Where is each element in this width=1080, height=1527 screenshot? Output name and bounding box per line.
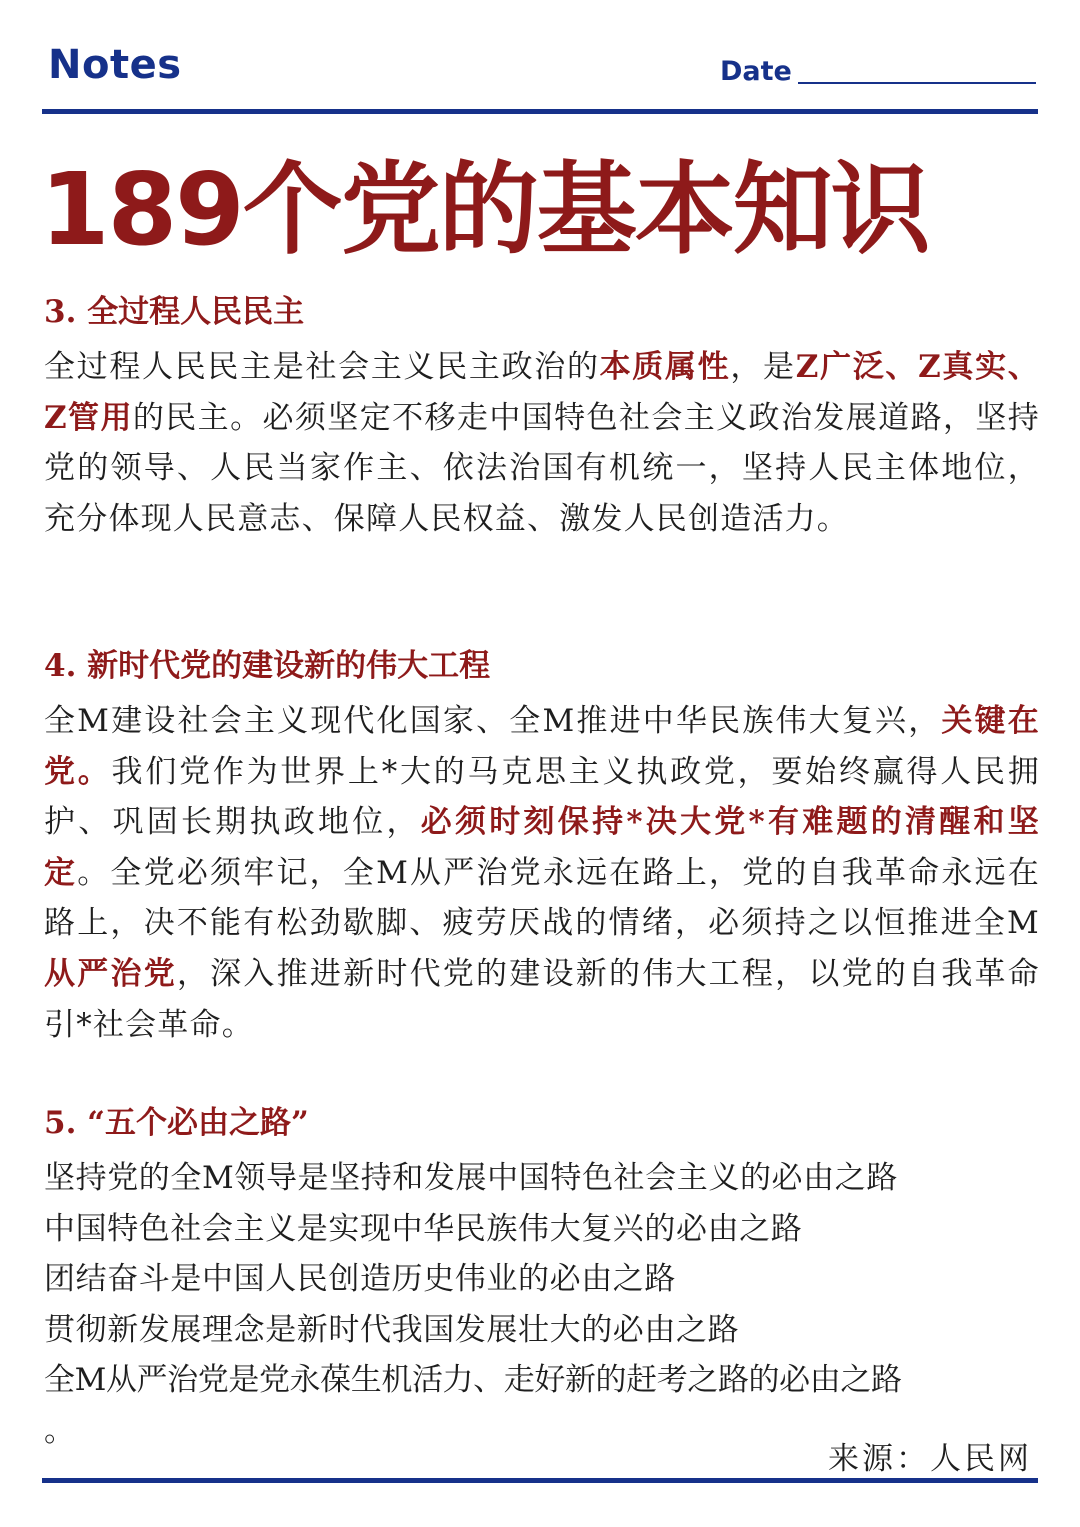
- section-title: 3. 全过程人民民主: [44, 294, 305, 330]
- body-text: 我们党作为世界上*大的马克思主义执政党，要始终赢得人民拥护、巩固长期执政地位，: [44, 753, 1040, 841]
- body-text: ，深入推进新时代党的建设新的伟大工程，以党的自我革命引*社会革命。: [44, 955, 1040, 1043]
- list-item: 全M从严治党是党永葆生机活力、走好新的赶考之路的必由之路: [44, 1362, 902, 1399]
- notes-header: [0, 0, 1080, 120]
- section-title: 5. “五个必由之路”: [44, 1105, 309, 1141]
- list-item: 坚持党的全M领导是坚持和发展中国特色社会主义的必由之路: [44, 1160, 898, 1196]
- notes-label: Notes: [48, 42, 182, 88]
- list-item: 中国特色社会主义是实现中华民族伟大复兴的必由之路: [44, 1210, 803, 1247]
- highlight-text: 从严治党: [44, 955, 177, 992]
- section-title: 4. 新时代党的建设新的伟大工程: [44, 648, 491, 684]
- date-label: Date: [720, 56, 792, 87]
- body-text: 。全党必须牢记，全M从严治党永远在路上，党的自我革命永远在路上，决不能有松劲歇脚、疲劳厌战的情绪，必须持之以恒推进全M: [44, 854, 1040, 942]
- list-item: 贯彻新发展理念是新时代我国发展壮大的必由之路: [44, 1311, 740, 1348]
- body-text: 的民主。必须坚定不移走中国特色社会主义政治发展道路，坚持党的领导、人民当家作主、依法治国有机统一，坚持人民主体地位，充分体现人民意志、保障人民权益、激发人民创造活力。: [44, 399, 1040, 537]
- header-rule: [42, 109, 1038, 114]
- section-body: [44, 696, 1040, 1050]
- list-item: 。: [44, 1412, 76, 1449]
- section-4: [44, 646, 1040, 1050]
- section-body: [44, 342, 1040, 544]
- list-item: 团结奋斗是中国人民创造历史伟业的必由之路: [44, 1261, 676, 1298]
- body-text: 全M建设社会主义现代化国家、全M推进中华民族伟大复兴，: [44, 703, 942, 739]
- highlight-text: 关键在党。: [44, 703, 1040, 790]
- footer-rule: [42, 1478, 1038, 1483]
- highlight-text: 本质属性: [599, 349, 731, 385]
- source-credit: 来源：人民网: [828, 1441, 1032, 1477]
- body-text: 全过程人民民主是社会主义民主政治的: [44, 349, 600, 385]
- highlight-text: 必须时刻保持*决大党*有难题的清醒和坚定: [44, 804, 1040, 891]
- date-line: [798, 82, 1036, 84]
- page-title: 189个党的基本知识: [40, 151, 929, 268]
- body-text: ，是: [730, 349, 796, 385]
- section-body: [44, 1153, 1040, 1457]
- section-5: [44, 1103, 1040, 1457]
- section-3: [44, 292, 1040, 544]
- highlight-text: Z广泛、Z真实、Z管用: [44, 349, 1040, 436]
